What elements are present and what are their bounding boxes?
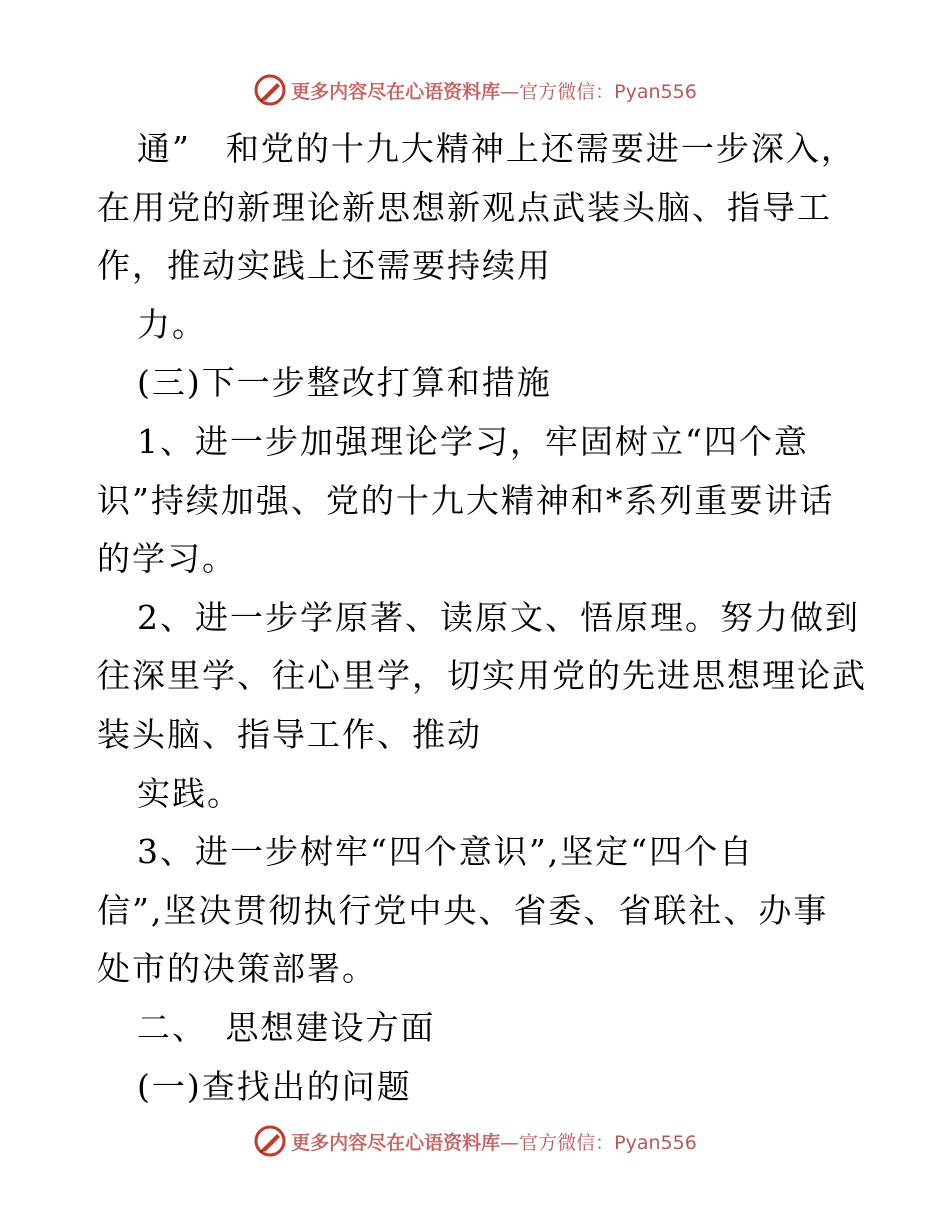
- pen-logo-icon: [253, 73, 287, 107]
- text-line: 3、进一步树牢“四个意识”,坚定“四个自: [137, 832, 755, 872]
- watermark-contact: —官方微信：Pyan556: [500, 1131, 697, 1154]
- text-line: 在用党的新理论新思想新观点武装头脑、指导工: [97, 187, 832, 227]
- watermark-contact: —官方微信：Pyan556: [500, 80, 697, 103]
- text-line: 力。: [137, 304, 207, 344]
- text-line: 装头脑、指导工作、推动: [97, 714, 482, 754]
- text-line: (三)下一步整改打算和措施: [137, 363, 552, 403]
- document-body: [97, 120, 867, 1116]
- text-line: 处市的决策部署。: [97, 949, 377, 989]
- text-line: 1、进一步加强理论学习，牢固树立“四个意: [137, 421, 809, 461]
- text-line: (一)查找出的问题: [137, 1066, 412, 1106]
- text-line: 实践。: [137, 773, 242, 813]
- text-line: 通” 和党的十九大精神上还需要进一步深入，: [137, 129, 856, 168]
- text-line: 识”持续加强、党的十九大精神和*系列重要讲话: [97, 480, 835, 520]
- text-line: 2、进一步学原著、读原文、悟原理。努力做到: [137, 597, 860, 637]
- text-line: 信”,坚决贯彻执行党中央、省委、省联社、办事: [97, 890, 829, 930]
- watermark-brand: 更多内容尽在心语资料库: [291, 1131, 501, 1154]
- watermark-brand: 更多内容尽在心语资料库: [291, 80, 501, 103]
- pen-logo-icon: [253, 1124, 287, 1158]
- text-line: 往深里学、往心里学，切实用党的先进思想理论武: [97, 656, 867, 696]
- text-line: 作，推动实践上还需要持续用: [97, 246, 552, 286]
- watermark-header: [0, 70, 950, 110]
- watermark-footer: [0, 1121, 950, 1161]
- text-line: 二、 思想建设方面: [137, 1007, 436, 1047]
- text-line: 的学习。: [97, 539, 237, 579]
